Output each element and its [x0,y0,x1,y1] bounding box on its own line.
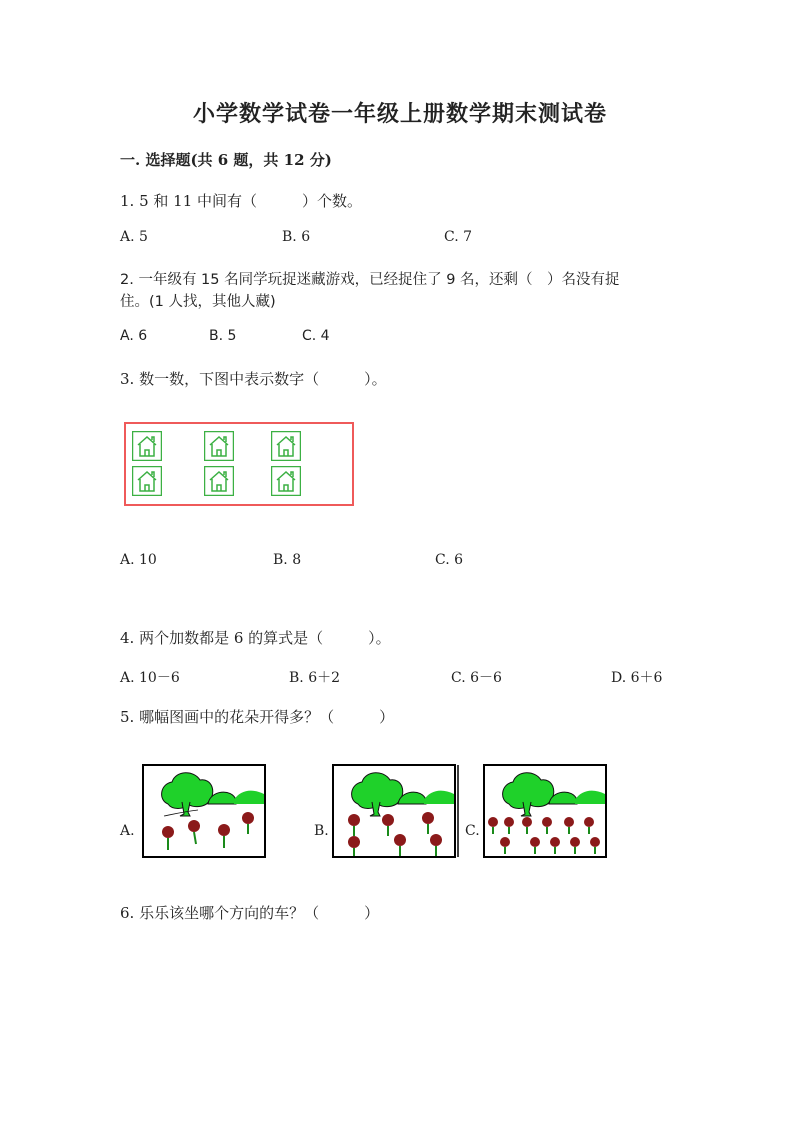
house-icon [271,431,301,461]
scene-b-image [332,764,460,858]
q3-option-c: C. 6 [435,552,464,568]
q4-option-a: A. 10－6 [120,670,180,686]
house-icon [271,466,301,496]
question-2-line1: 2. 一年级有 15 名同学玩捉迷藏游戏，已经捉住了 9 名，还剩（ ）名没有捉 [120,272,620,288]
scene-a-image [142,764,266,858]
q2-option-a: A. 6 [120,328,148,344]
q1-option-a: A. 5 [120,229,148,245]
q4-option-d: D. 6＋6 [611,670,663,686]
house-figure [124,422,354,506]
q3-option-a: A. 10 [120,552,157,568]
question-1: 1. 5 和 11 中间有（ ）个数。 [120,192,363,210]
q5-option-a: A. [120,823,135,839]
q5-option-c: C. [465,823,480,839]
q4-option-b: B. 6＋2 [289,670,341,686]
q1-option-c: C. 7 [444,229,473,245]
question-3: 3. 数一数，下图中表示数字（ ）。 [120,370,387,388]
q5-option-b: B. [314,823,329,839]
q4-option-c: C. 6－6 [451,670,502,686]
house-icon [204,431,234,461]
section-heading: 一. 选择题(共 6 题，共 12 分) [120,151,332,169]
q2-option-c: C. 4 [302,328,330,344]
house-icon [204,466,234,496]
house-icon [132,466,162,496]
scene-c-image [483,764,607,858]
house-icon [132,431,162,461]
page-title: 小学数学试卷一年级上册数学期末测试卷 [192,101,607,127]
question-6: 6. 乐乐该坐哪个方向的车？（ ） [120,904,380,922]
question-4: 4. 两个加数都是 6 的算式是（ ）。 [120,629,391,647]
q2-option-b: B. 5 [209,328,237,344]
q3-option-b: B. 8 [273,552,302,568]
question-5: 5. 哪幅图画中的花朵开得多？（ ） [120,708,395,726]
q1-option-b: B. 6 [282,229,311,245]
question-2-line2: 住。(1 人找，其他人藏) [120,294,276,310]
